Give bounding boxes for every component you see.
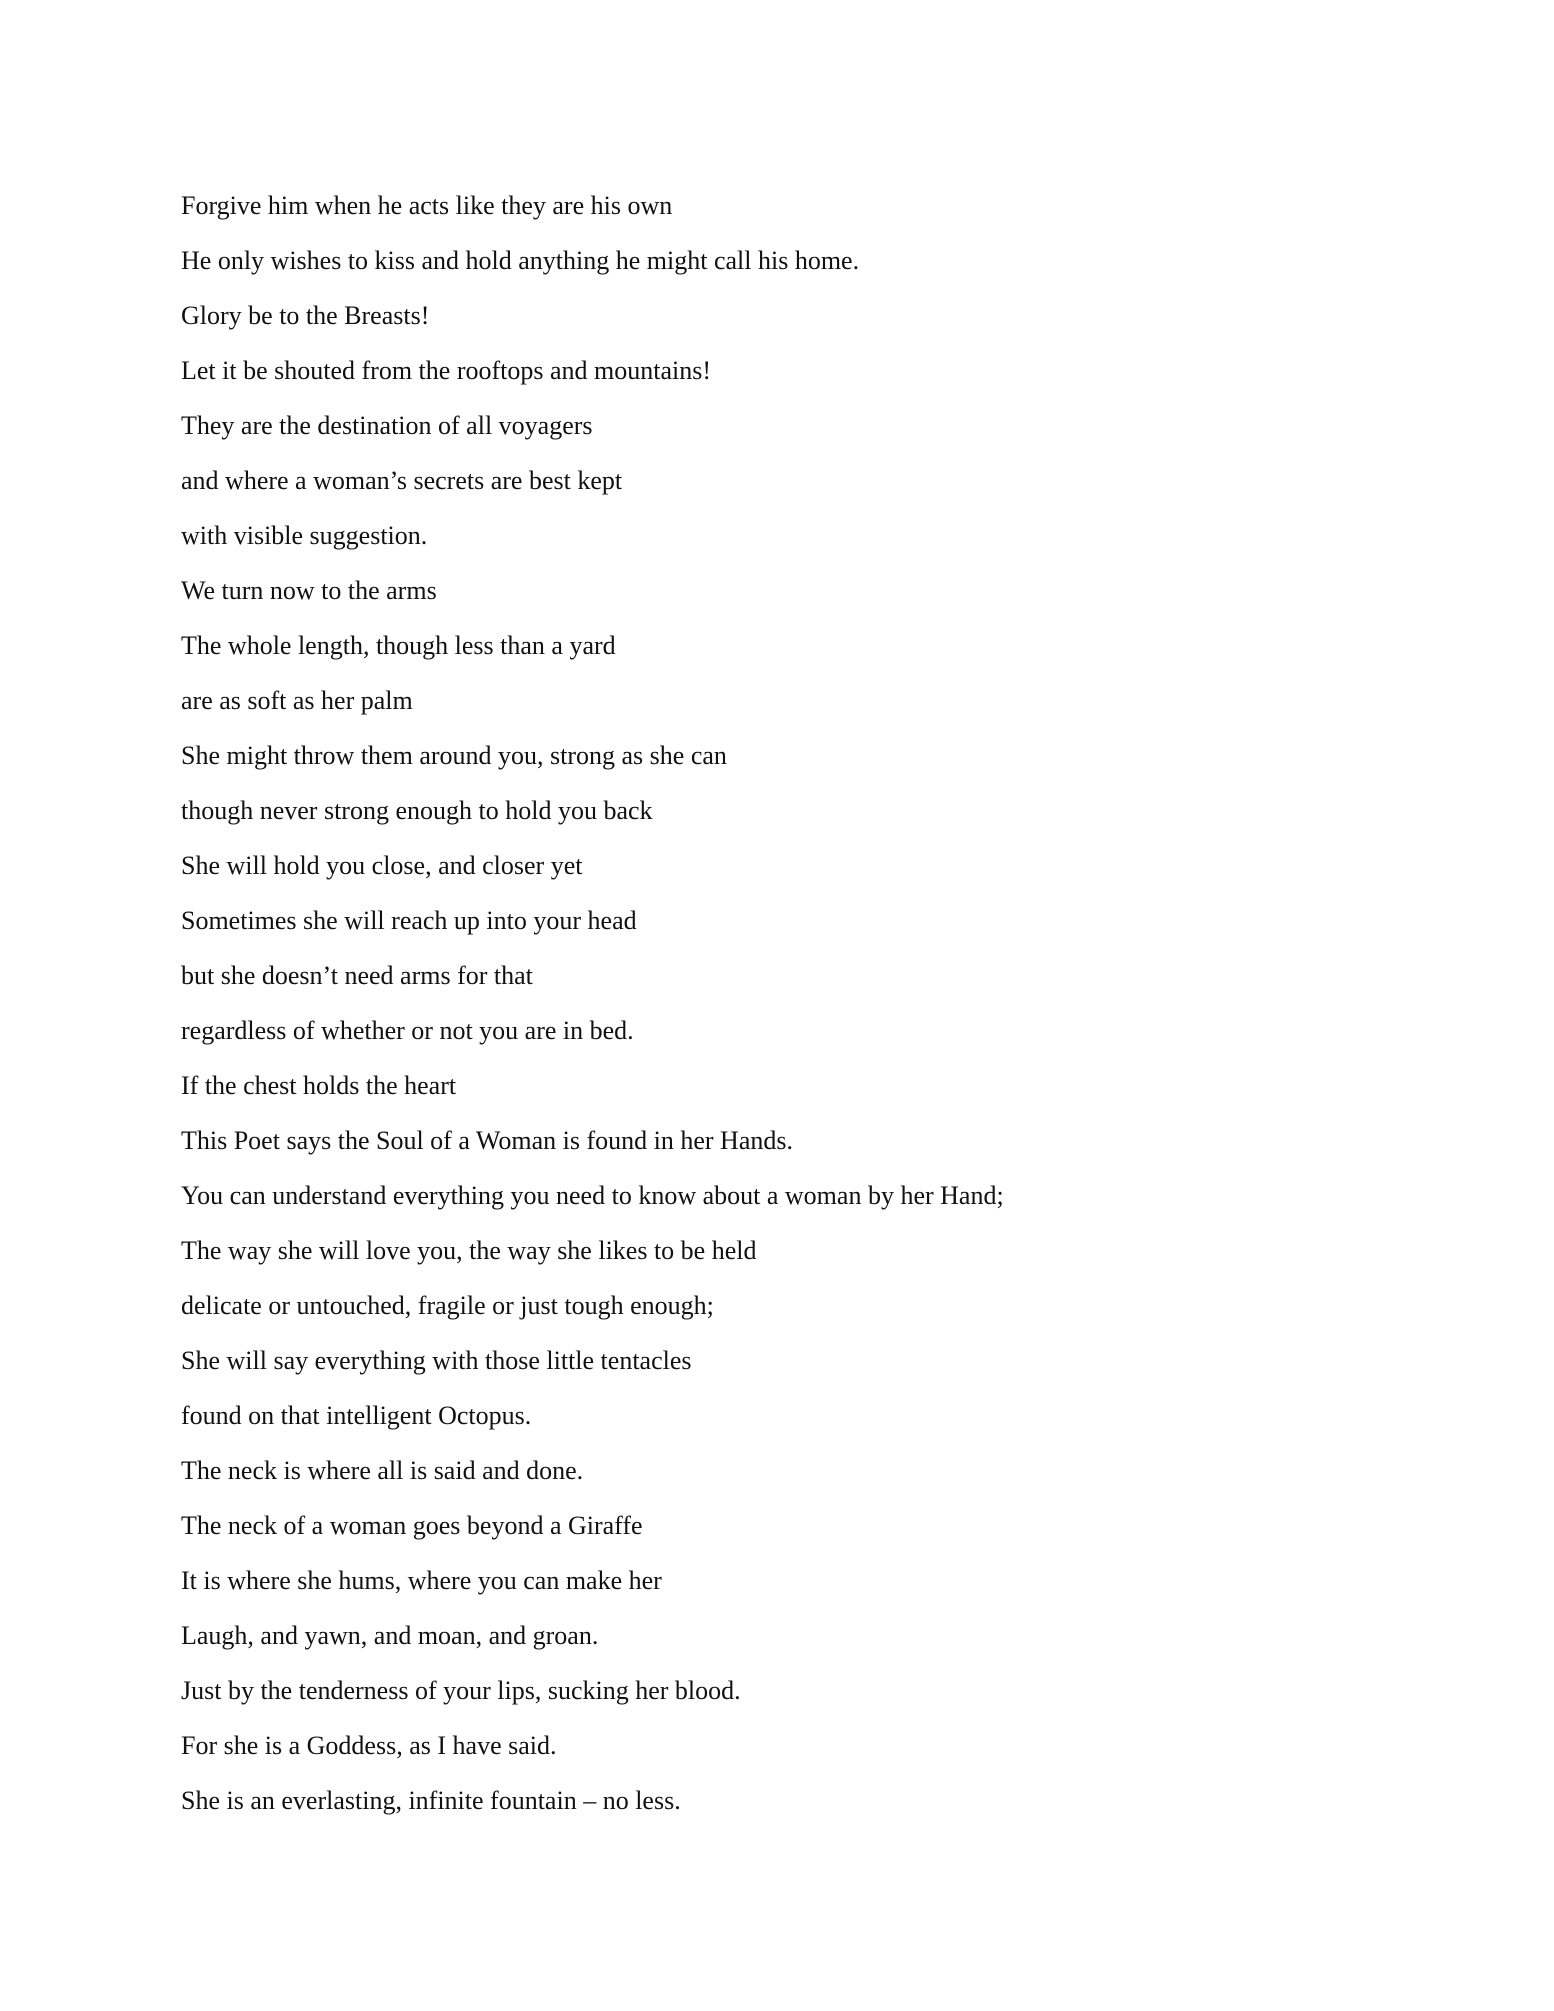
poem-line: and where a woman’s secrets are best kept bbox=[181, 466, 623, 495]
poem-line: Let it be shouted from the rooftops and mountains! bbox=[181, 356, 712, 385]
poem-line: though never strong enough to hold you back bbox=[181, 796, 653, 825]
poem-line: with visible suggestion. bbox=[181, 521, 428, 550]
poem-line: This Poet says the Soul of a Woman is found in her Hands. bbox=[181, 1126, 793, 1155]
poem-line: Just by the tenderness of your lips, sucking her blood. bbox=[181, 1676, 741, 1705]
poem-line: found on that intelligent Octopus. bbox=[181, 1401, 532, 1430]
poem-line: The way she will love you, the way she likes to be held bbox=[181, 1236, 757, 1265]
poem-line: He only wishes to kiss and hold anything he might call his home. bbox=[181, 246, 860, 275]
poem-line: The neck of a woman goes beyond a Giraffe bbox=[181, 1511, 643, 1540]
poem-line: For she is a Goddess, as I have said. bbox=[181, 1731, 557, 1760]
poem-line: The whole length, though less than a yard bbox=[181, 631, 616, 660]
poem-body bbox=[181, 178, 1431, 1828]
poem-line: Glory be to the Breasts! bbox=[181, 301, 430, 330]
poem-line: but she doesn’t need arms for that bbox=[181, 961, 533, 990]
poem-line: She will say everything with those little tentacles bbox=[181, 1346, 692, 1375]
poem-line: It is where she hums, where you can make her bbox=[181, 1566, 662, 1595]
poem-line: delicate or untouched, fragile or just tough enough; bbox=[181, 1291, 714, 1320]
poem-line: The neck is where all is said and done. bbox=[181, 1456, 584, 1485]
poem-line: If the chest holds the heart bbox=[181, 1071, 457, 1100]
poem-line: regardless of whether or not you are in bed. bbox=[181, 1016, 634, 1045]
poem-line: They are the destination of all voyagers bbox=[181, 411, 593, 440]
poem-line: She is an everlasting, infinite fountain – no less. bbox=[181, 1786, 681, 1815]
poem-line: You can understand everything you need to know about a woman by her Hand; bbox=[181, 1181, 1004, 1210]
poem-line: She might throw them around you, strong as she can bbox=[181, 741, 727, 770]
poem-line: Laugh, and yawn, and moan, and groan. bbox=[181, 1621, 599, 1650]
poem-line: She will hold you close, and closer yet bbox=[181, 851, 583, 880]
poem-line: are as soft as her palm bbox=[181, 686, 413, 715]
poem-line: Forgive him when he acts like they are his own bbox=[181, 191, 673, 220]
poem-line: We turn now to the arms bbox=[181, 576, 437, 605]
poem-line: Sometimes she will reach up into your head bbox=[181, 906, 637, 935]
